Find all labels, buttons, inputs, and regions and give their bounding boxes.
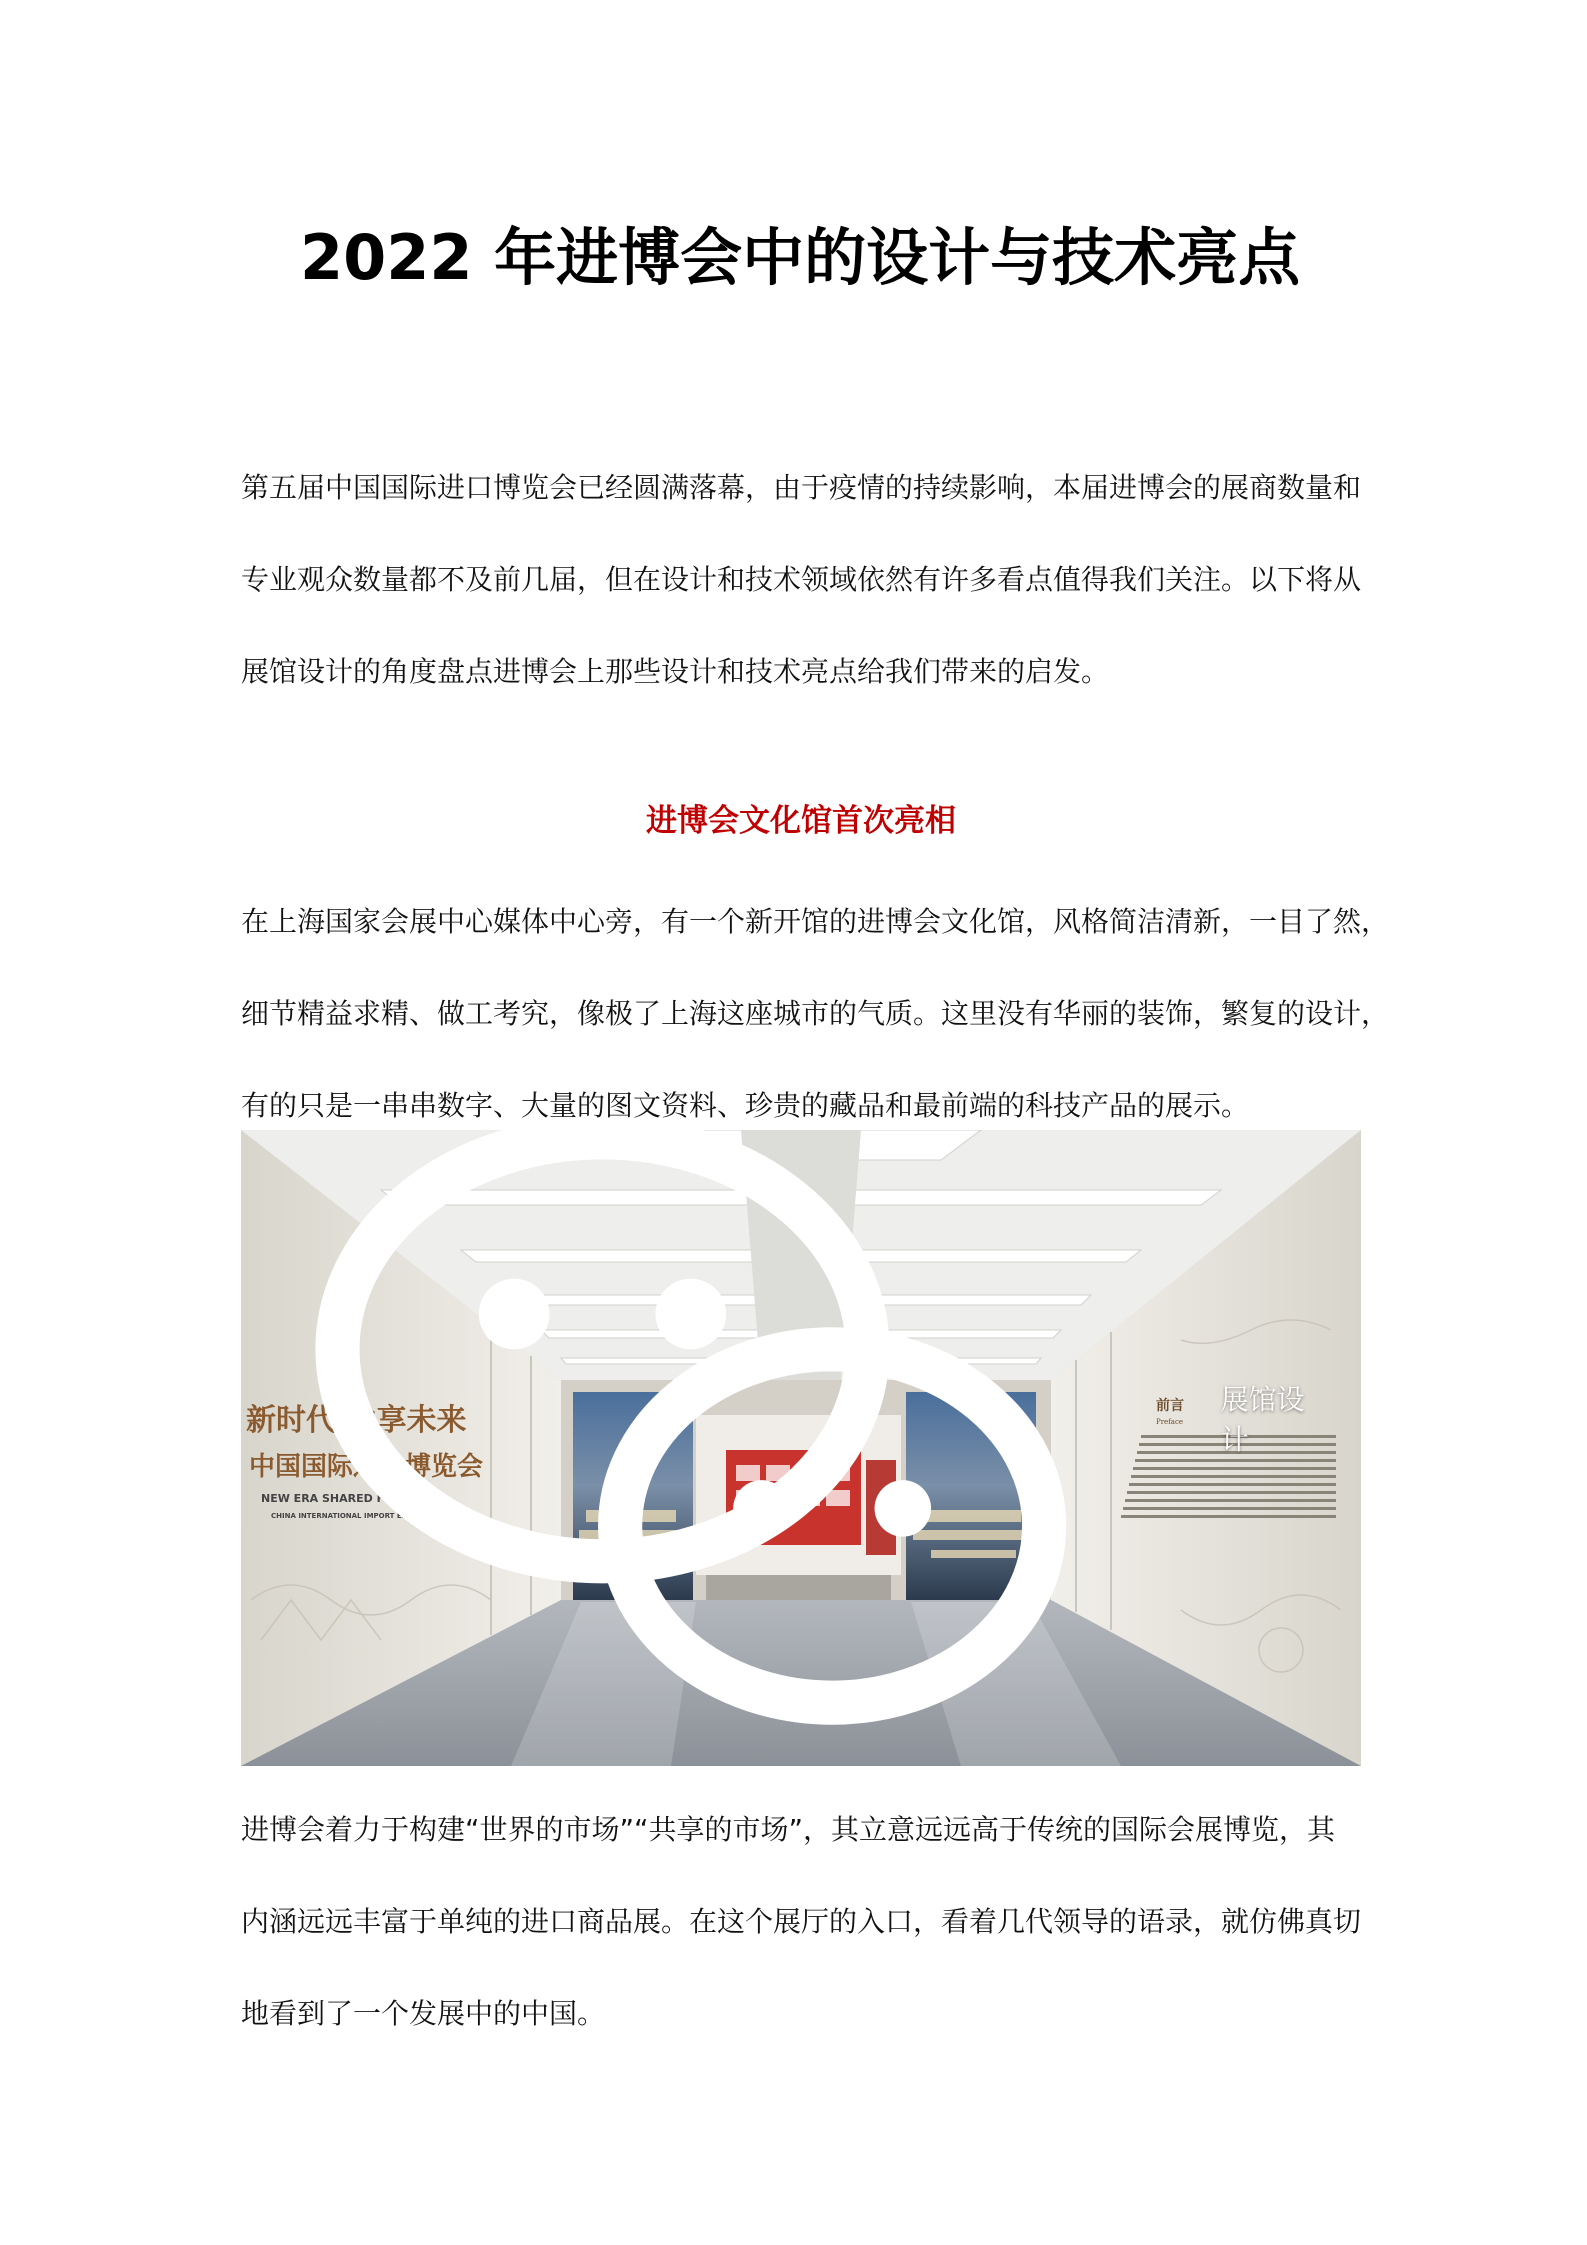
- intro-paragraph: [241, 442, 1361, 718]
- watermark-text: 展馆设计: [1220, 1383, 1305, 1456]
- wall-title-en-2: CHINA INTERNATIONAL IMPORT EXPO: [271, 1512, 419, 1520]
- section-p2-line-3: 地看到了一个发展中的中国。: [241, 1997, 606, 2030]
- wall-title-cn-1: 新时代 共享未来: [246, 1403, 467, 1438]
- wall-title-cn-2: 中国国际进口博览会: [249, 1452, 484, 1482]
- section-paragraph-2: [241, 1784, 1361, 2060]
- section-p1-line-3: 有的只是一串串数字、大量的图文资料、珍贵的藏品和最前端的科技产品的展示。: [241, 1089, 1250, 1122]
- exhibition-hall-photo: [241, 1130, 1361, 1766]
- section-p2-line-1: 进博会着力于构建“世界的市场”“共享的市场”，其立意远远高于传统的国际会展博览，其: [241, 1813, 1336, 1846]
- intro-line-3: 展馆设计的角度盘点进博会上那些设计和技术亮点给我们带来的启发。: [241, 655, 1110, 688]
- preface-title: 前言: [1156, 1398, 1184, 1414]
- section-paragraph-1: [241, 876, 1390, 1152]
- section-p1-line-1: 在上海国家会展中心媒体中心旁，有一个新开馆的进博会文化馆，风格简洁清新，一目了然，: [241, 905, 1390, 938]
- preface-subtitle: Preface: [1156, 1418, 1184, 1426]
- intro-line-1: 第五届中国国际进口博览会已经圆满落幕，由于疫情的持续影响，本届进博会的展商数量和: [241, 471, 1362, 504]
- page-title: 2022 年进博会中的设计与技术亮点: [300, 221, 1301, 294]
- wall-title-en-1: NEW ERA SHARED FUTURE: [261, 1492, 426, 1505]
- photo-watermark: [241, 1130, 1325, 1738]
- section-p2-line-2: 内涵远远丰富于单纯的进口商品展。在这个展厅的入口，看着几代领导的语录，就仿佛真切: [241, 1905, 1362, 1938]
- intro-line-2: 专业观众数量都不及前几届，但在设计和技术领域依然有许多看点值得我们关注。以下将从: [241, 563, 1362, 596]
- section-heading: 进博会文化馆首次亮相: [646, 803, 956, 839]
- section-p1-line-2: 细节精益求精、做工考究，像极了上海这座城市的气质。这里没有华丽的装饰，繁复的设计，: [241, 997, 1390, 1030]
- wechat-icon: [241, 1130, 1213, 1738]
